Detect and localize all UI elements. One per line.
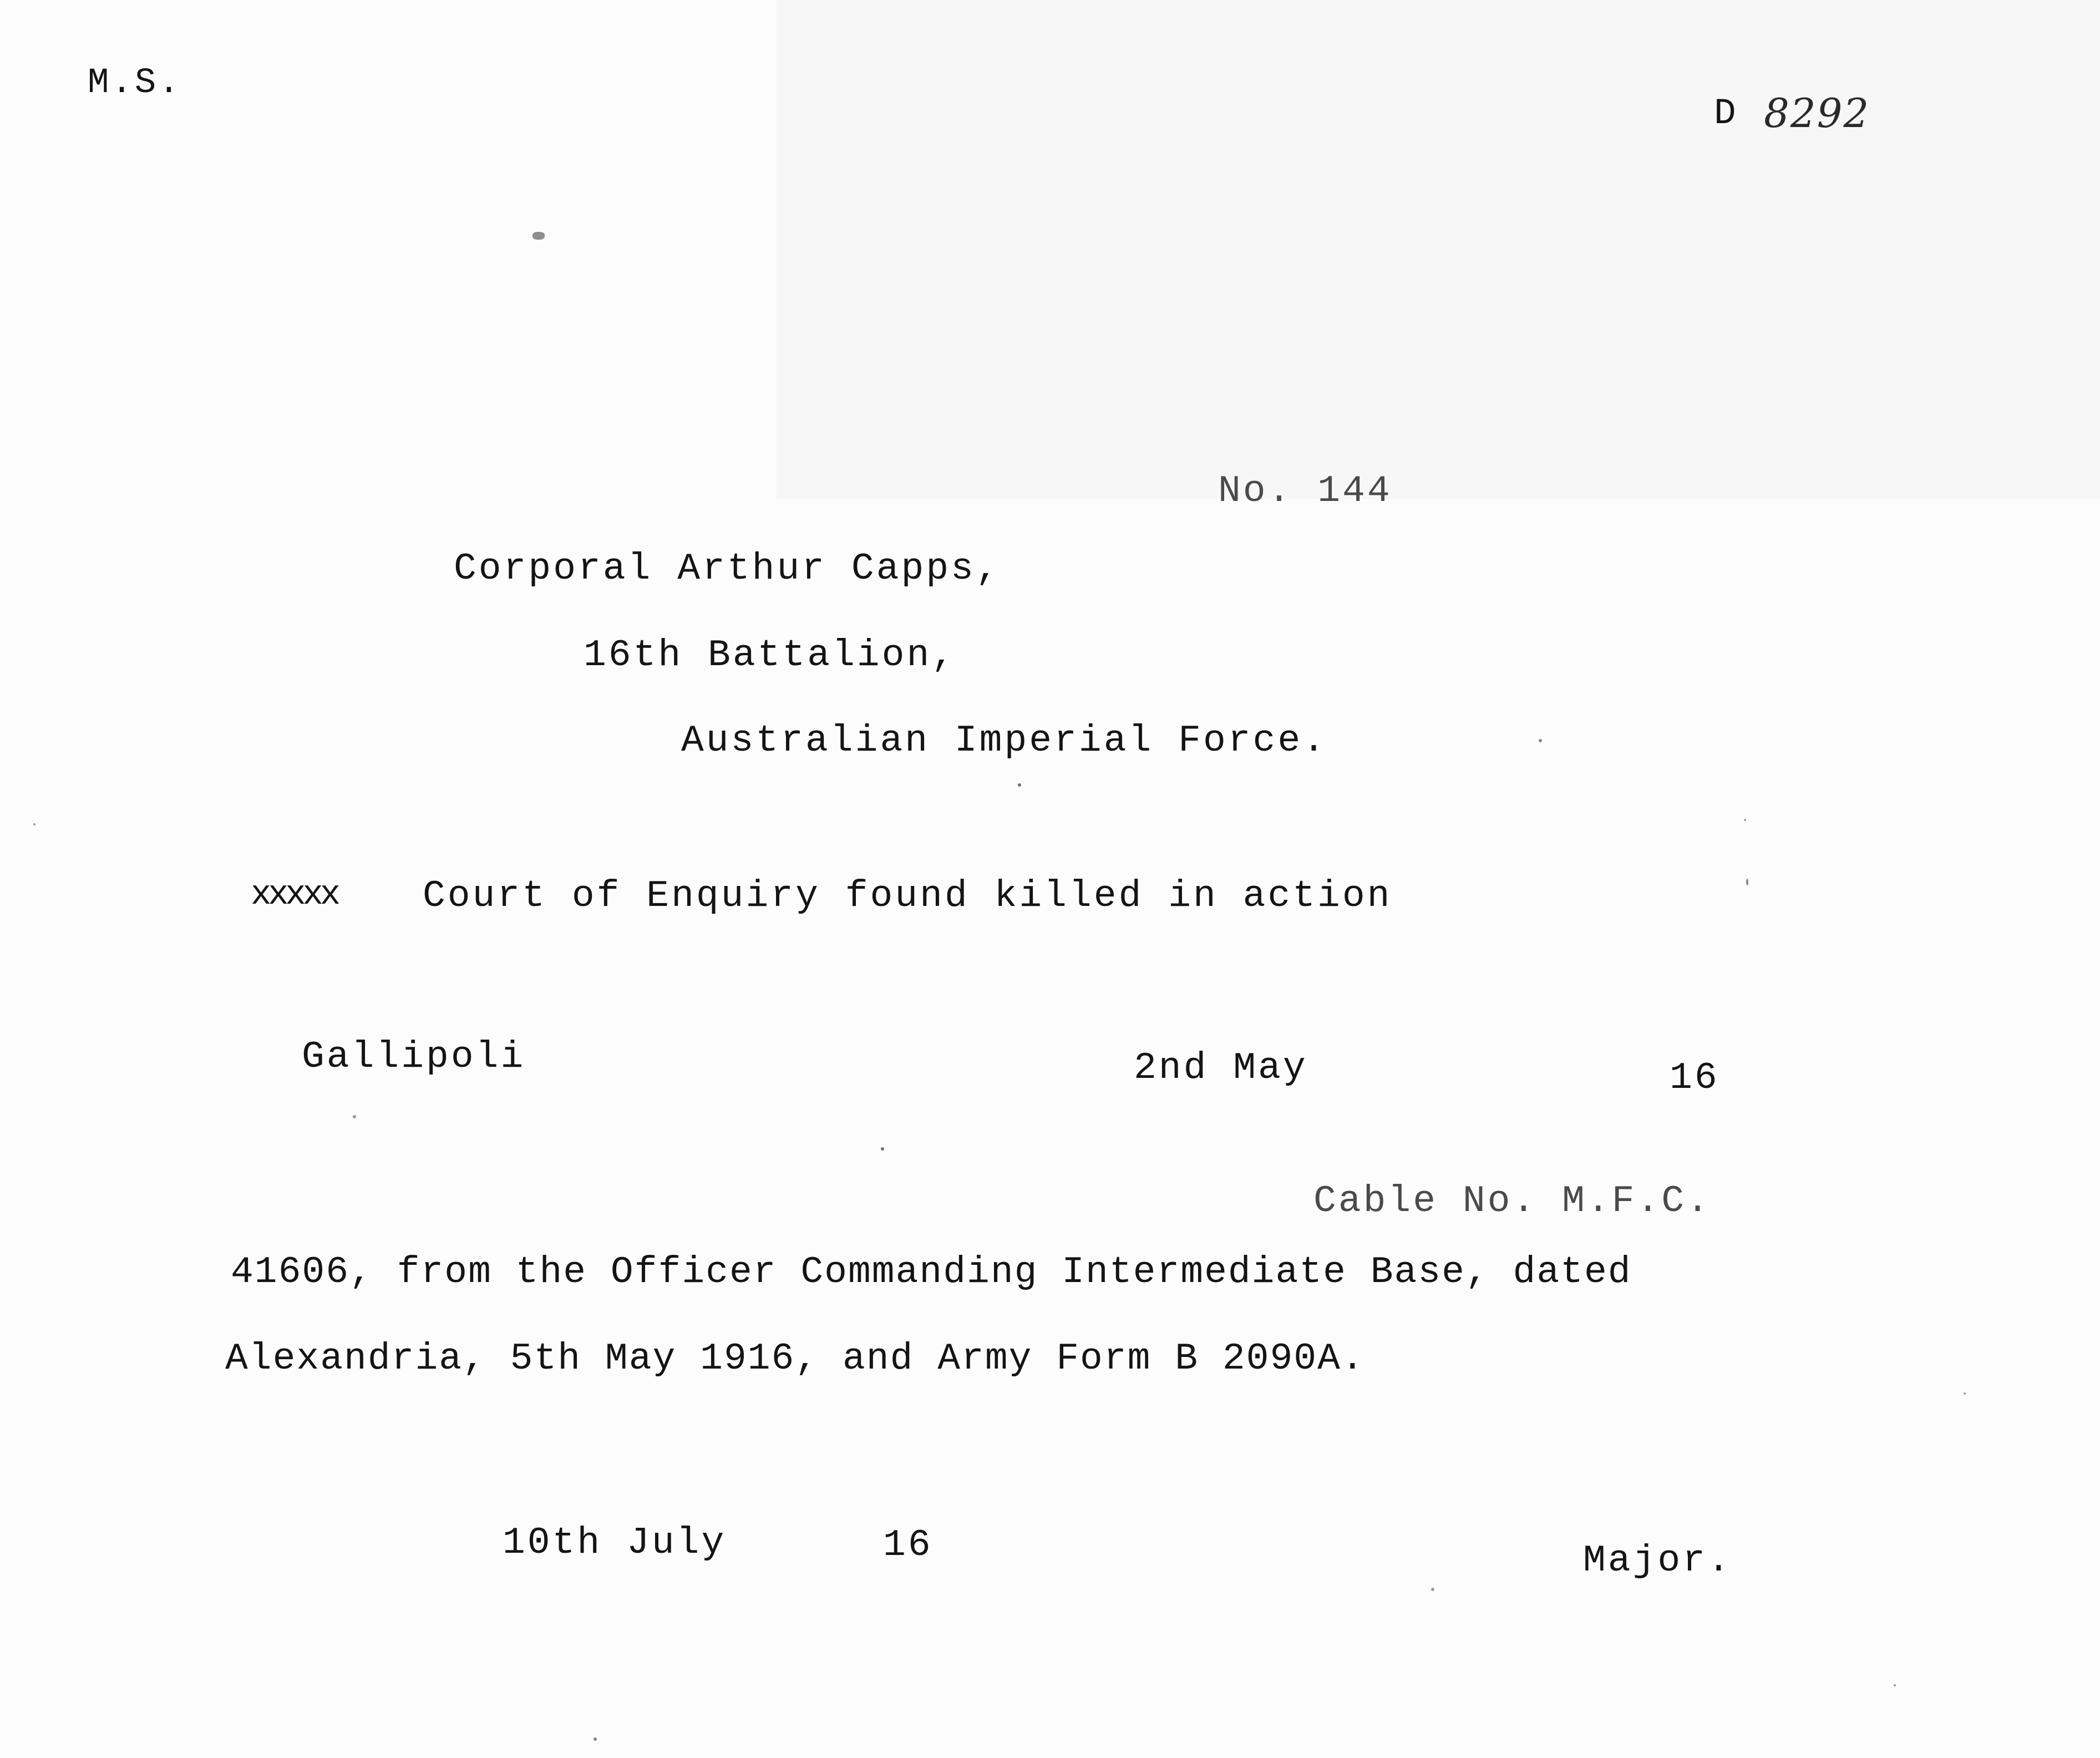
paper-shading bbox=[777, 0, 2100, 499]
record-name-line: Corporal Arthur Capps, bbox=[454, 548, 1001, 590]
paper-speck bbox=[1018, 783, 1021, 787]
source-line-1: Cable No. M.F.C. bbox=[1313, 1180, 1711, 1223]
paper-speck bbox=[353, 1115, 356, 1118]
footer-date: 10th July bbox=[503, 1522, 727, 1564]
paper-speck bbox=[594, 1737, 597, 1741]
event-place: Gallipoli bbox=[302, 1036, 526, 1078]
reference-number: 8292 bbox=[1764, 90, 1870, 136]
paper-speck bbox=[1744, 819, 1746, 821]
source-line-3: Alexandria, 5th May 1916, and Army Form B 2090A. bbox=[225, 1338, 1365, 1380]
footer-year: 16 bbox=[883, 1524, 933, 1567]
paper-speck bbox=[1964, 1392, 1966, 1395]
struck-out-text: xxxxx bbox=[251, 875, 338, 914]
paper-speck bbox=[532, 232, 545, 240]
finding-text: Court of Enquiry found killed in action bbox=[423, 875, 1392, 918]
reference-prefix: D bbox=[1714, 93, 1738, 134]
source-line-2: 41606, from the Officer Commanding Intermediate Base, dated bbox=[231, 1251, 1632, 1294]
record-force-line: Australian Imperial Force. bbox=[681, 720, 1327, 762]
paper-speck bbox=[881, 1147, 884, 1151]
event-year: 16 bbox=[1670, 1057, 1719, 1100]
event-date: 2nd May bbox=[1134, 1047, 1308, 1090]
paper-speck bbox=[1894, 1684, 1896, 1686]
header-left-code: M.S. bbox=[88, 63, 182, 103]
paper-speck bbox=[1746, 879, 1748, 885]
paper-speck bbox=[1431, 1588, 1434, 1591]
paper-speck bbox=[33, 823, 35, 825]
record-number: No. 144 bbox=[1218, 470, 1392, 513]
paper-speck bbox=[1539, 739, 1542, 742]
signatory-title: Major. bbox=[1583, 1539, 1732, 1582]
record-unit-line: 16th Battalion, bbox=[584, 634, 957, 677]
